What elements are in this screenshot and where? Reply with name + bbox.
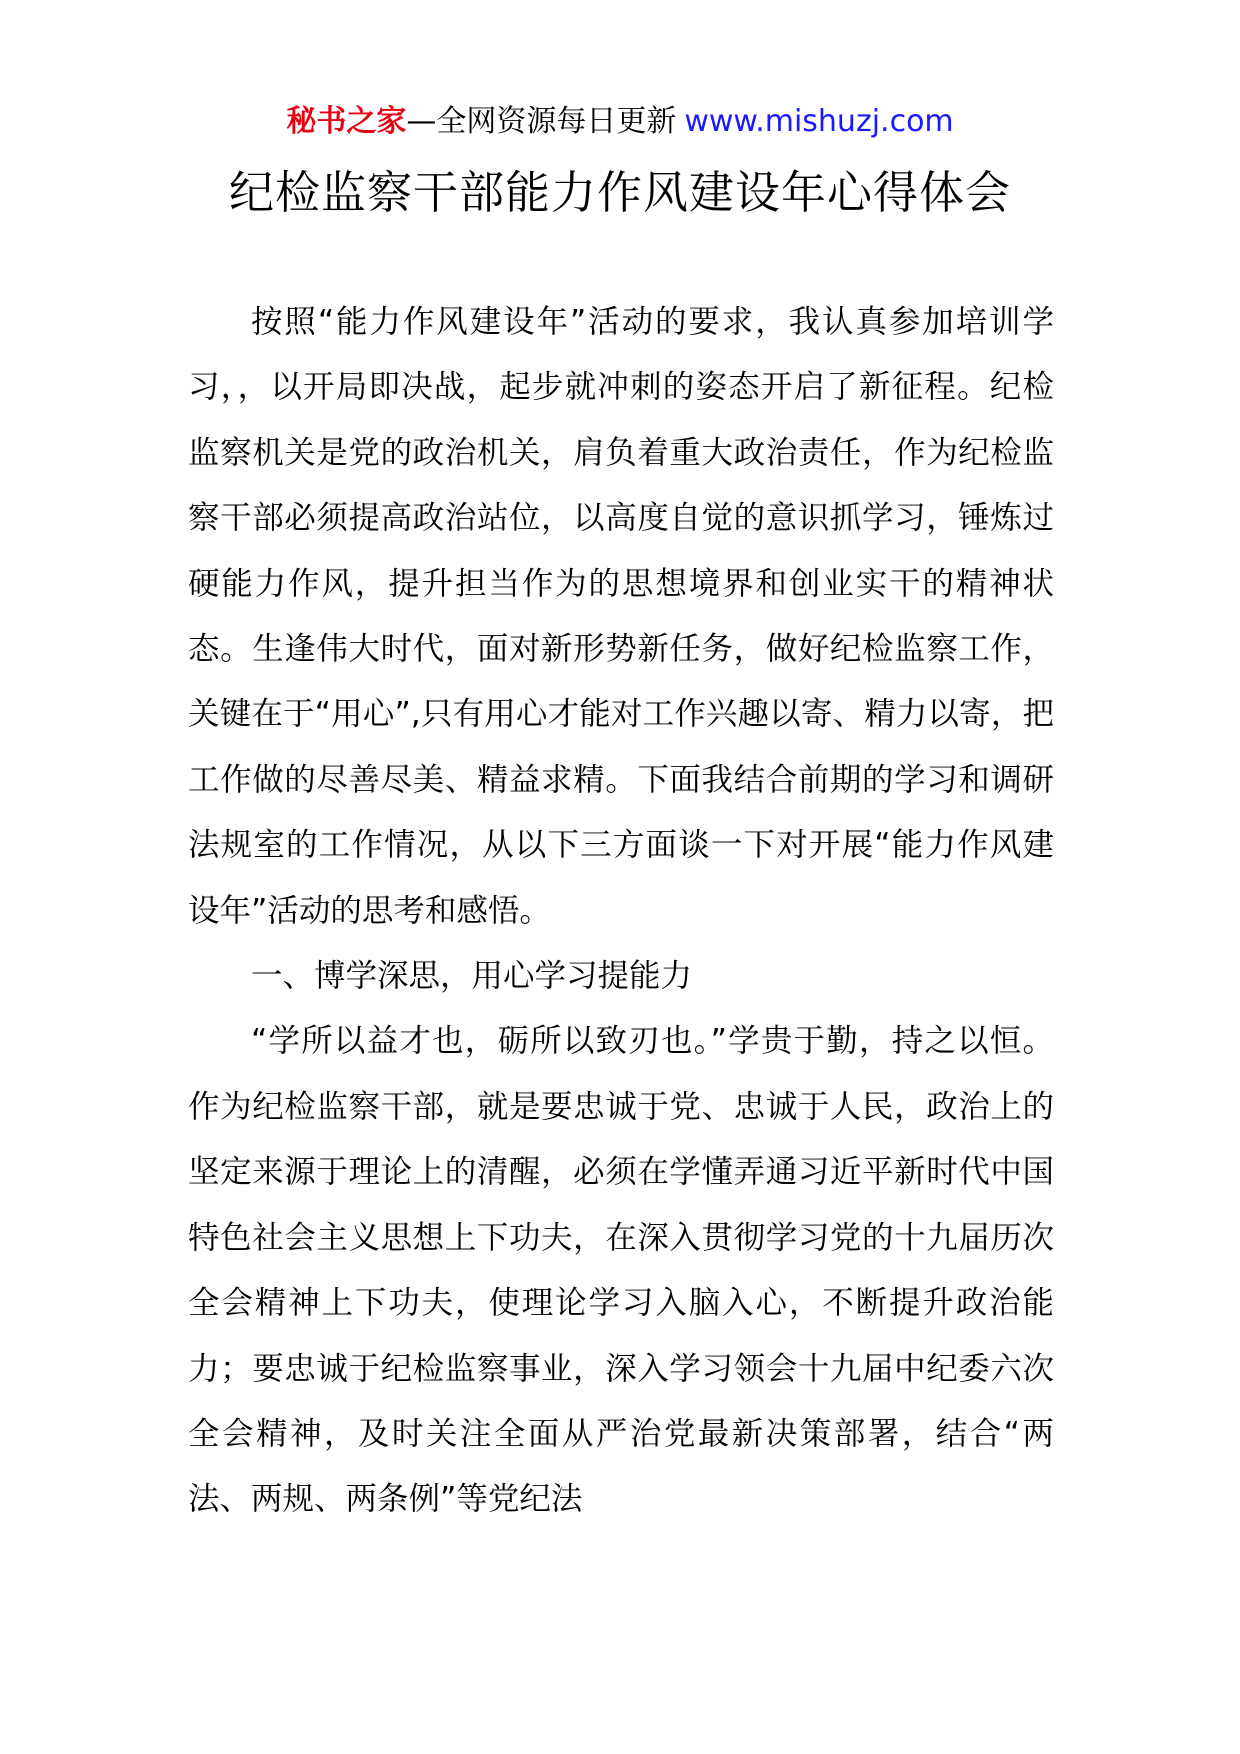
document-title: 纪检监察干部能力作风建设年心得体会 — [228, 166, 1011, 219]
section-heading-1: 一、博学深思，用心学习提能力 — [251, 958, 693, 995]
section-1-paragraph: “学所以益才也，砺所以致刃也。”学贵于勤，持之以恒。作为纪检监察干部，就是要忠诚于党、忠诚于人民，政治上的坚定来源于理论上的清醒，必须在学懂弄通习近平新时代中国特色社会主义思想上下功夫，在深入贯彻学习党的十九届历次全会精神上下功夫，使理论学习入脑入心，不断提升政治能力；要忠诚于纪检监察事业，深入学习领会十九届中纪委六次全会精神，及时关注全面从严治党最新决策部署，结合“两法、两规、两条例”等党纪法 — [188, 1023, 1054, 1518]
document-body — [188, 290, 1054, 1533]
site-header — [0, 102, 1240, 142]
header-tagline: —全网资源每日更新 — [406, 104, 677, 139]
brand-name: 秘书之家 — [286, 104, 407, 139]
site-url-link[interactable]: www.mishuzj.com — [684, 104, 954, 139]
intro-paragraph: 按照“能力作风建设年”活动的要求，我认真参加培训学习，，以开局即决战，起步就冲刺的姿态开启了新征程。纪检监察机关是党的政治机关，肩负着重大政治责任，作为纪检监察干部必须提高政治站位，以高度自觉的意识抓学习，锤炼过硬能力作风，提升担当作为的思想境界和创业实干的精神状态。生逢伟大时代，面对新形势新任务，做好纪检监察工作，关键在于“用心”,只有用心才能对工作兴趣以寄、精力以寄，把工作做的尽善尽美、精益求精。下面我结合前期的学习和调研法规室的工作情况，从以下三方面谈一下对开展“能力作风建设年”活动的思考和感悟。 — [188, 304, 1054, 929]
